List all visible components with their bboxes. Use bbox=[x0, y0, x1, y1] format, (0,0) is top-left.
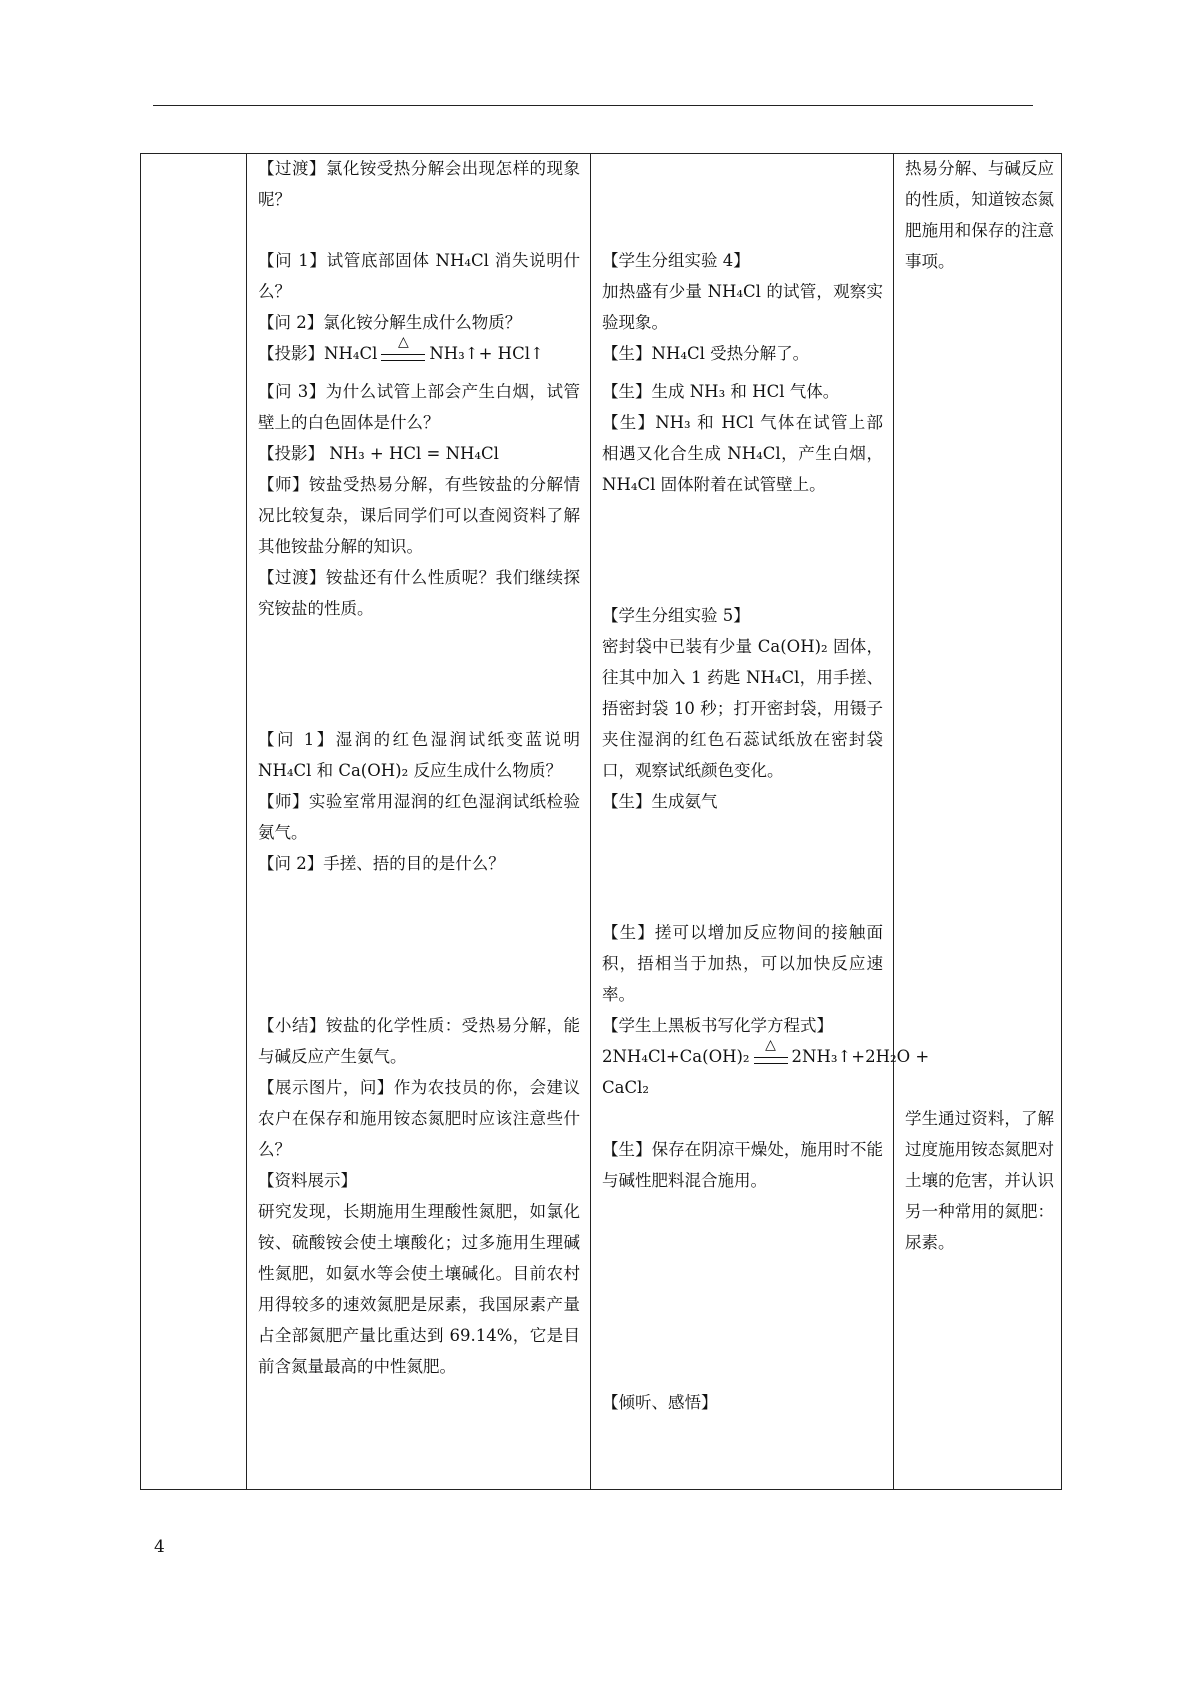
teacher-question-block-1 bbox=[258, 245, 580, 369]
equation-continuation: CaCl₂ bbox=[602, 1078, 649, 1097]
equation-right: NH₃↑+ HCl↑ bbox=[429, 344, 544, 363]
heat-symbol: △ bbox=[765, 1036, 776, 1053]
student-activity-column bbox=[591, 154, 930, 1489]
page-number: 4 bbox=[154, 1537, 165, 1557]
heat-equals-icon bbox=[754, 1036, 788, 1065]
student-text: 【学生分组实验 5】 bbox=[602, 606, 750, 625]
student-text: 【倾听、感悟】 bbox=[602, 1393, 718, 1412]
teacher-question-block-3 bbox=[258, 724, 580, 879]
equation-left: 【投影】NH₄Cl bbox=[258, 344, 378, 363]
intent-text: 热易分解、与碱反应的性质，知道铵态氮肥施用和保存的注意事项。 bbox=[905, 159, 1054, 271]
student-text: 密封袋中已装有少量 Ca(OH)₂ 固体，往其中加入 1 药匙 NH₄Cl，用手搓、捂密封袋 10 秒；打开密封袋，用镊子夹住湿润的红色石蕊试纸放在密封袋口，观察试纸颜色变化。 bbox=[602, 637, 883, 780]
teacher-text: 【资料展示】 bbox=[258, 1171, 357, 1190]
header-rule bbox=[153, 105, 1033, 106]
student-experiment-4 bbox=[602, 245, 883, 369]
student-text: 【生】生成氨气 bbox=[602, 792, 718, 811]
student-equation bbox=[602, 1036, 930, 1072]
stage-column bbox=[141, 154, 247, 1489]
student-text: 【生】保存在阴凉干燥处，施用时不能与碱性肥料混合施用。 bbox=[602, 1140, 883, 1190]
student-text: 【生】搓可以增加反应物间的接触面积，捂相当于加热，可以加快反应速率。 bbox=[602, 923, 883, 1004]
teacher-text: 【问 2】氯化铵分解生成什么物质？ bbox=[258, 313, 522, 332]
design-intent-1 bbox=[905, 153, 1054, 277]
teacher-text: 【师】铵盐受热易分解，有些铵盐的分解情况比较复杂，课后同学们可以查阅资料了解其他铵盐分解的知识。 bbox=[258, 475, 580, 556]
heat-equals-icon bbox=[381, 333, 425, 362]
teacher-text: 【过渡】铵盐还有什么性质呢？我们继续探究铵盐的性质。 bbox=[258, 568, 580, 618]
student-text: 【生】NH₃ 和 HCl 气体在试管上部相遇又化合生成 NH₄Cl，产生白烟，NH₄Cl 固体附着在试管壁上。 bbox=[602, 413, 883, 494]
projection-equation-1 bbox=[258, 333, 580, 369]
student-text: 【生】生成 NH₃ 和 HCl 气体。 bbox=[602, 382, 840, 401]
student-answer-block-2 bbox=[602, 917, 930, 1103]
teacher-text: 研究发现，长期施用生理酸性氮肥，如氯化铵、硫酸铵会使土壤酸化；过多施用生理碱性氮肥，如氨水等会使土壤碱化。目前农村用得较多的速效氮肥是尿素，我国尿素产量占全部氮肥产量比重达到 69.14%，它是目前含氮量最高的中性氮肥。 bbox=[258, 1202, 580, 1376]
student-answer-block-1 bbox=[602, 376, 883, 500]
student-text: 【学生上黑板书写化学方程式】 bbox=[602, 1016, 833, 1035]
student-text: 加热盛有少量 NH₄Cl 的试管，观察实验现象。 bbox=[602, 282, 883, 332]
lesson-table bbox=[140, 153, 1062, 1490]
teacher-text: 【师】实验室常用湿润的红色湿润试纸检验氨气。 bbox=[258, 792, 580, 842]
student-listen-block bbox=[602, 1387, 883, 1418]
teacher-activity-column bbox=[247, 154, 591, 1489]
student-experiment-5 bbox=[602, 600, 883, 817]
projection-equation-2: 【投影】 NH₃ + HCl = NH₄Cl bbox=[258, 444, 499, 463]
equation-left: 2NH₄Cl+Ca(OH)₂ bbox=[602, 1047, 750, 1066]
teacher-text: 【问 1】湿润的红色湿润试纸变蓝说明 NH₄Cl 和 Ca(OH)₂ 反应生成什么物质？ bbox=[258, 730, 580, 780]
teacher-text: 【问 1】试管底部固体 NH₄Cl 消失说明什么？ bbox=[258, 251, 580, 301]
design-intent-column bbox=[894, 154, 1061, 1489]
student-text: 【生】NH₄Cl 受热分解了。 bbox=[602, 344, 810, 363]
design-intent-2 bbox=[905, 1103, 1054, 1258]
teacher-text: 【过渡】氯化铵受热分解会出现怎样的现象呢？ bbox=[258, 159, 580, 209]
teacher-question-block-2 bbox=[258, 376, 580, 624]
teacher-text: 【问 2】手搓、捂的目的是什么？ bbox=[258, 854, 505, 873]
student-text: 【学生分组实验 4】 bbox=[602, 251, 750, 270]
heat-symbol: △ bbox=[397, 333, 409, 350]
teacher-text: 【问 3】为什么试管上部会产生白烟，试管壁上的白色固体是什么？ bbox=[258, 382, 580, 432]
equation-right: 2NH₃↑+2H₂O + bbox=[791, 1047, 930, 1066]
teacher-text: 【小结】铵盐的化学性质：受热易分解，能与碱反应产生氨气。 bbox=[258, 1016, 580, 1066]
teacher-text: 【展示图片，问】作为农技员的你，会建议农户在保存和施用铵态氮肥时应该注意些什么？ bbox=[258, 1078, 580, 1159]
intent-text: 学生通过资料，了解过度施用铵态氮肥对土壤的危害，并认识另一种常用的氮肥：尿素。 bbox=[905, 1109, 1054, 1252]
student-answer-block-3 bbox=[602, 1134, 883, 1196]
teacher-transition-1 bbox=[258, 153, 580, 215]
teacher-summary-block bbox=[258, 1010, 580, 1382]
